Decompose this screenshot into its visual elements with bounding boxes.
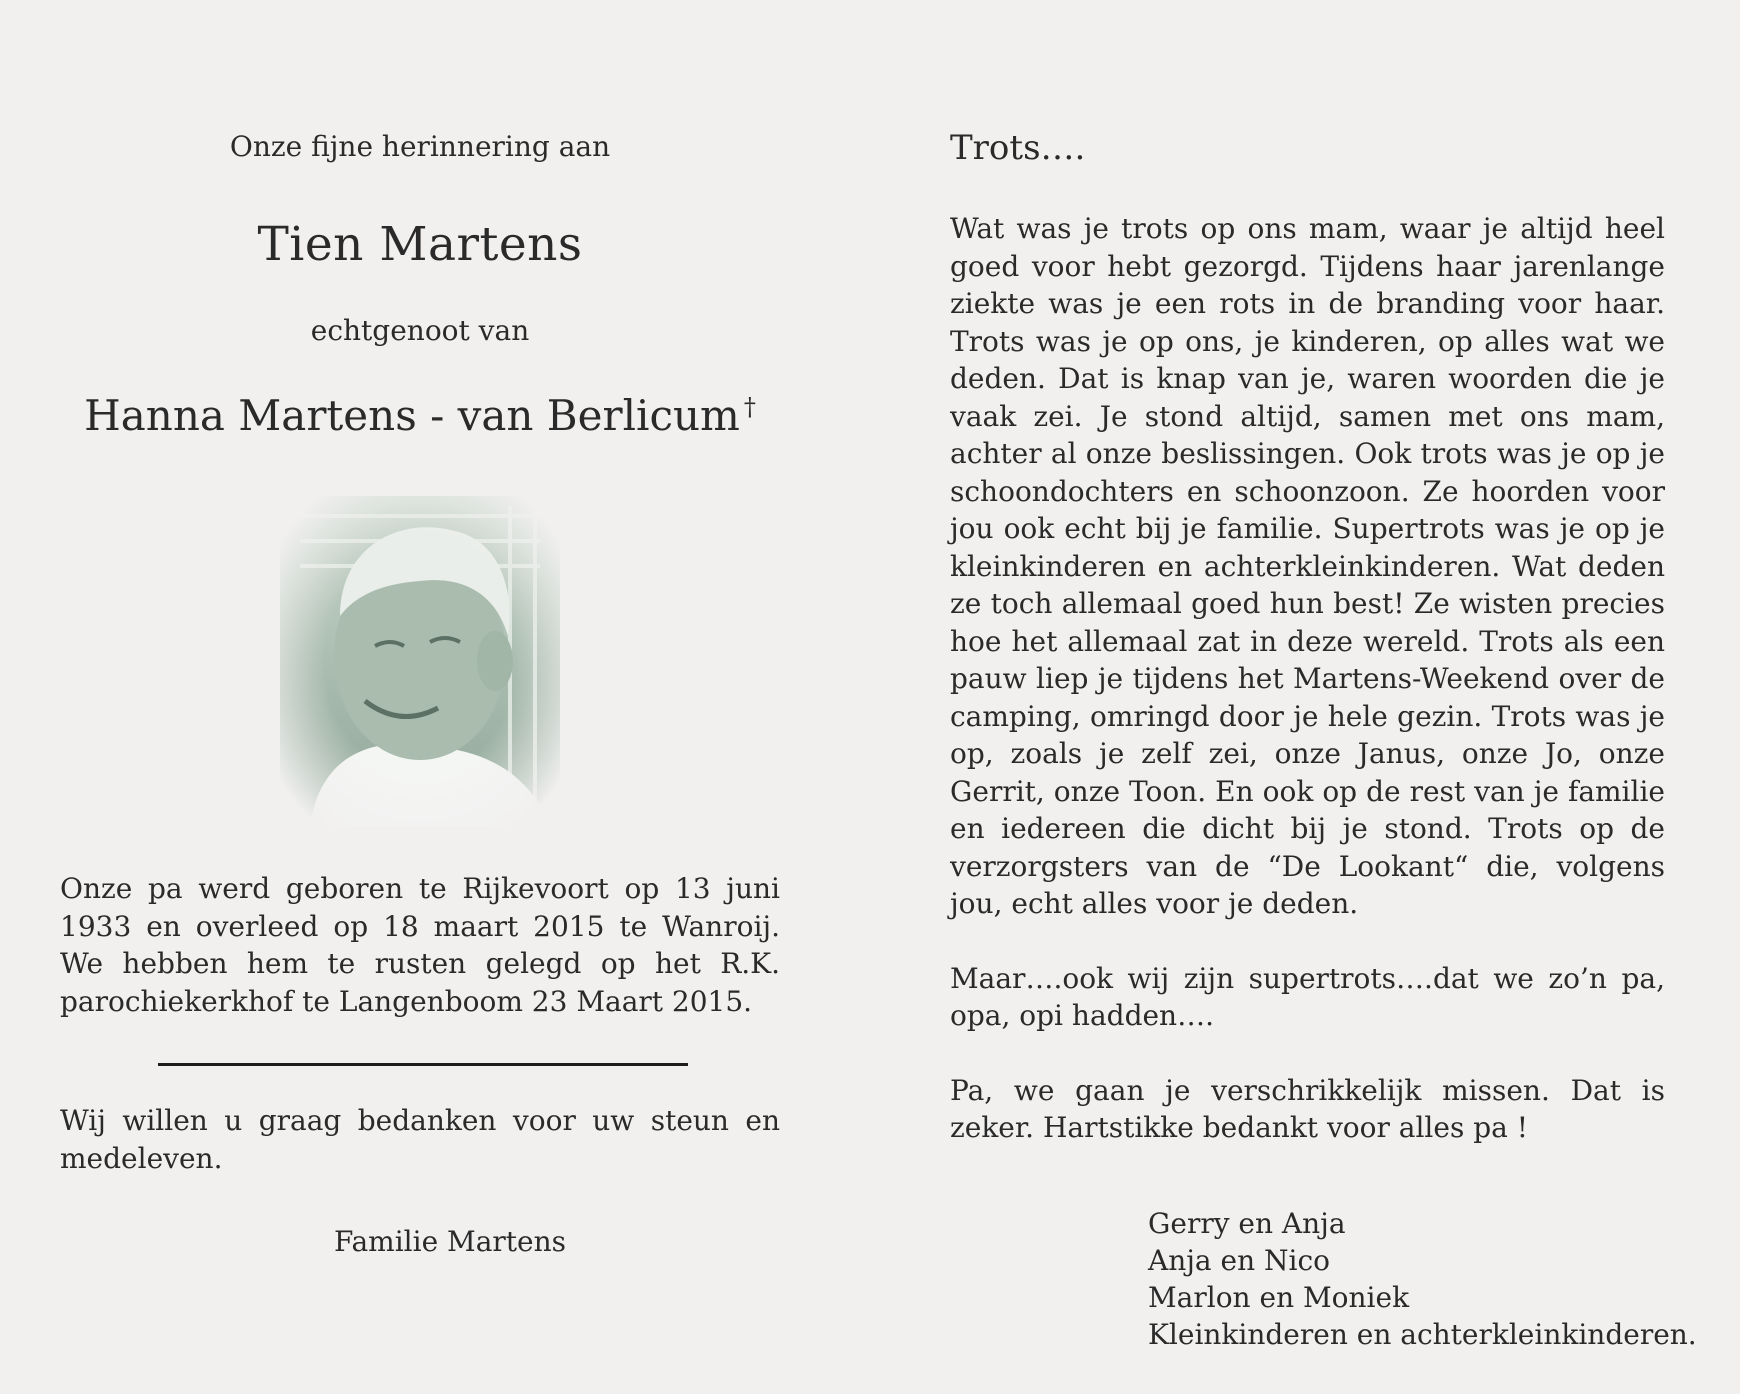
tribute-text — [950, 210, 1665, 1147]
spouse-label: echtgenoot van — [310, 314, 530, 347]
intro-text: Onze fijne herinnering aan — [229, 130, 611, 163]
signatory: Kleinkinderen en achterkleinkinderen. — [1148, 1317, 1697, 1351]
signatory: Marlon en Moniek — [1148, 1280, 1410, 1314]
right-panel — [950, 110, 1697, 1353]
tribute-paragraph-1: Wat was je trots op ons mam, waar je altijd heel goed voor hebt gezorgd. Tijdens haar jarenlange ziekte was je een rots in de branding voor haar. Trots was je op ons, je kinderen, op alles wat we deden. Dat is knap van je, waren woorden die je vaak zei. Je stond altijd, samen met ons mam, achter al onze beslissingen. Ook trots was je op je schoondochters en schoonzoon. Ze hoorden voor jou ook echt bij je familie. Supertrots was je op je kleinkinderen en achterkleinkinderen. Wat deden ze toch allemaal goed hun best! Ze wisten precies hoe het allemaal zat in deze wereld. Trots als een pauw liep je tijdens het Martens-Weekend over de camping, omringd door je hele gezin. Trots was je op, zoals je zelf zei, onze Janus, onze Jo, onze Gerrit, onze Toon. En ook op de rest van je familie en iedereen die dicht bij je stond. Trots op de verzorgsters van de “De Lookant“ die, volgens jou, echt alles voor je deden. — [950, 212, 1665, 920]
signatory: Gerry en Anja — [1148, 1206, 1346, 1240]
portrait-photo — [280, 496, 560, 826]
thanks-text: Wij willen u graag bedanken voor uw steun en medeleven. — [60, 1104, 780, 1175]
divider-line — [158, 1063, 688, 1066]
left-panel — [60, 110, 780, 1258]
cross-icon: † — [743, 393, 756, 421]
poem-heading: Trots…. — [950, 128, 1086, 168]
portrait-image — [280, 496, 560, 826]
deceased-name: Tien Martens — [257, 217, 583, 272]
biography: Onze pa werd geboren te Rijkevoort op 13 juni 1933 en overleed op 18 maart 2015 te Wanroij. We hebben hem te rusten gelegd op het R.K. parochiekerkhof te Langenboom 23 Maart 2015. — [60, 872, 780, 1018]
tribute-paragraph-2: Maar….ook wij zijn supertrots….dat we zo’n pa, opa, opi hadden…. — [950, 961, 1665, 1032]
tribute-paragraph-3: Pa, we gaan je verschrikkelijk missen. Dat is zeker. Hartstikke bedankt voor alles pa ! — [950, 1073, 1665, 1144]
spouse-line — [60, 391, 780, 440]
signatory: Anja en Nico — [1148, 1243, 1331, 1277]
family-signoff: Familie Martens — [333, 1225, 567, 1258]
signatories — [1148, 1205, 1697, 1353]
spouse-name: Hanna Martens - van Berlicum — [84, 391, 740, 440]
